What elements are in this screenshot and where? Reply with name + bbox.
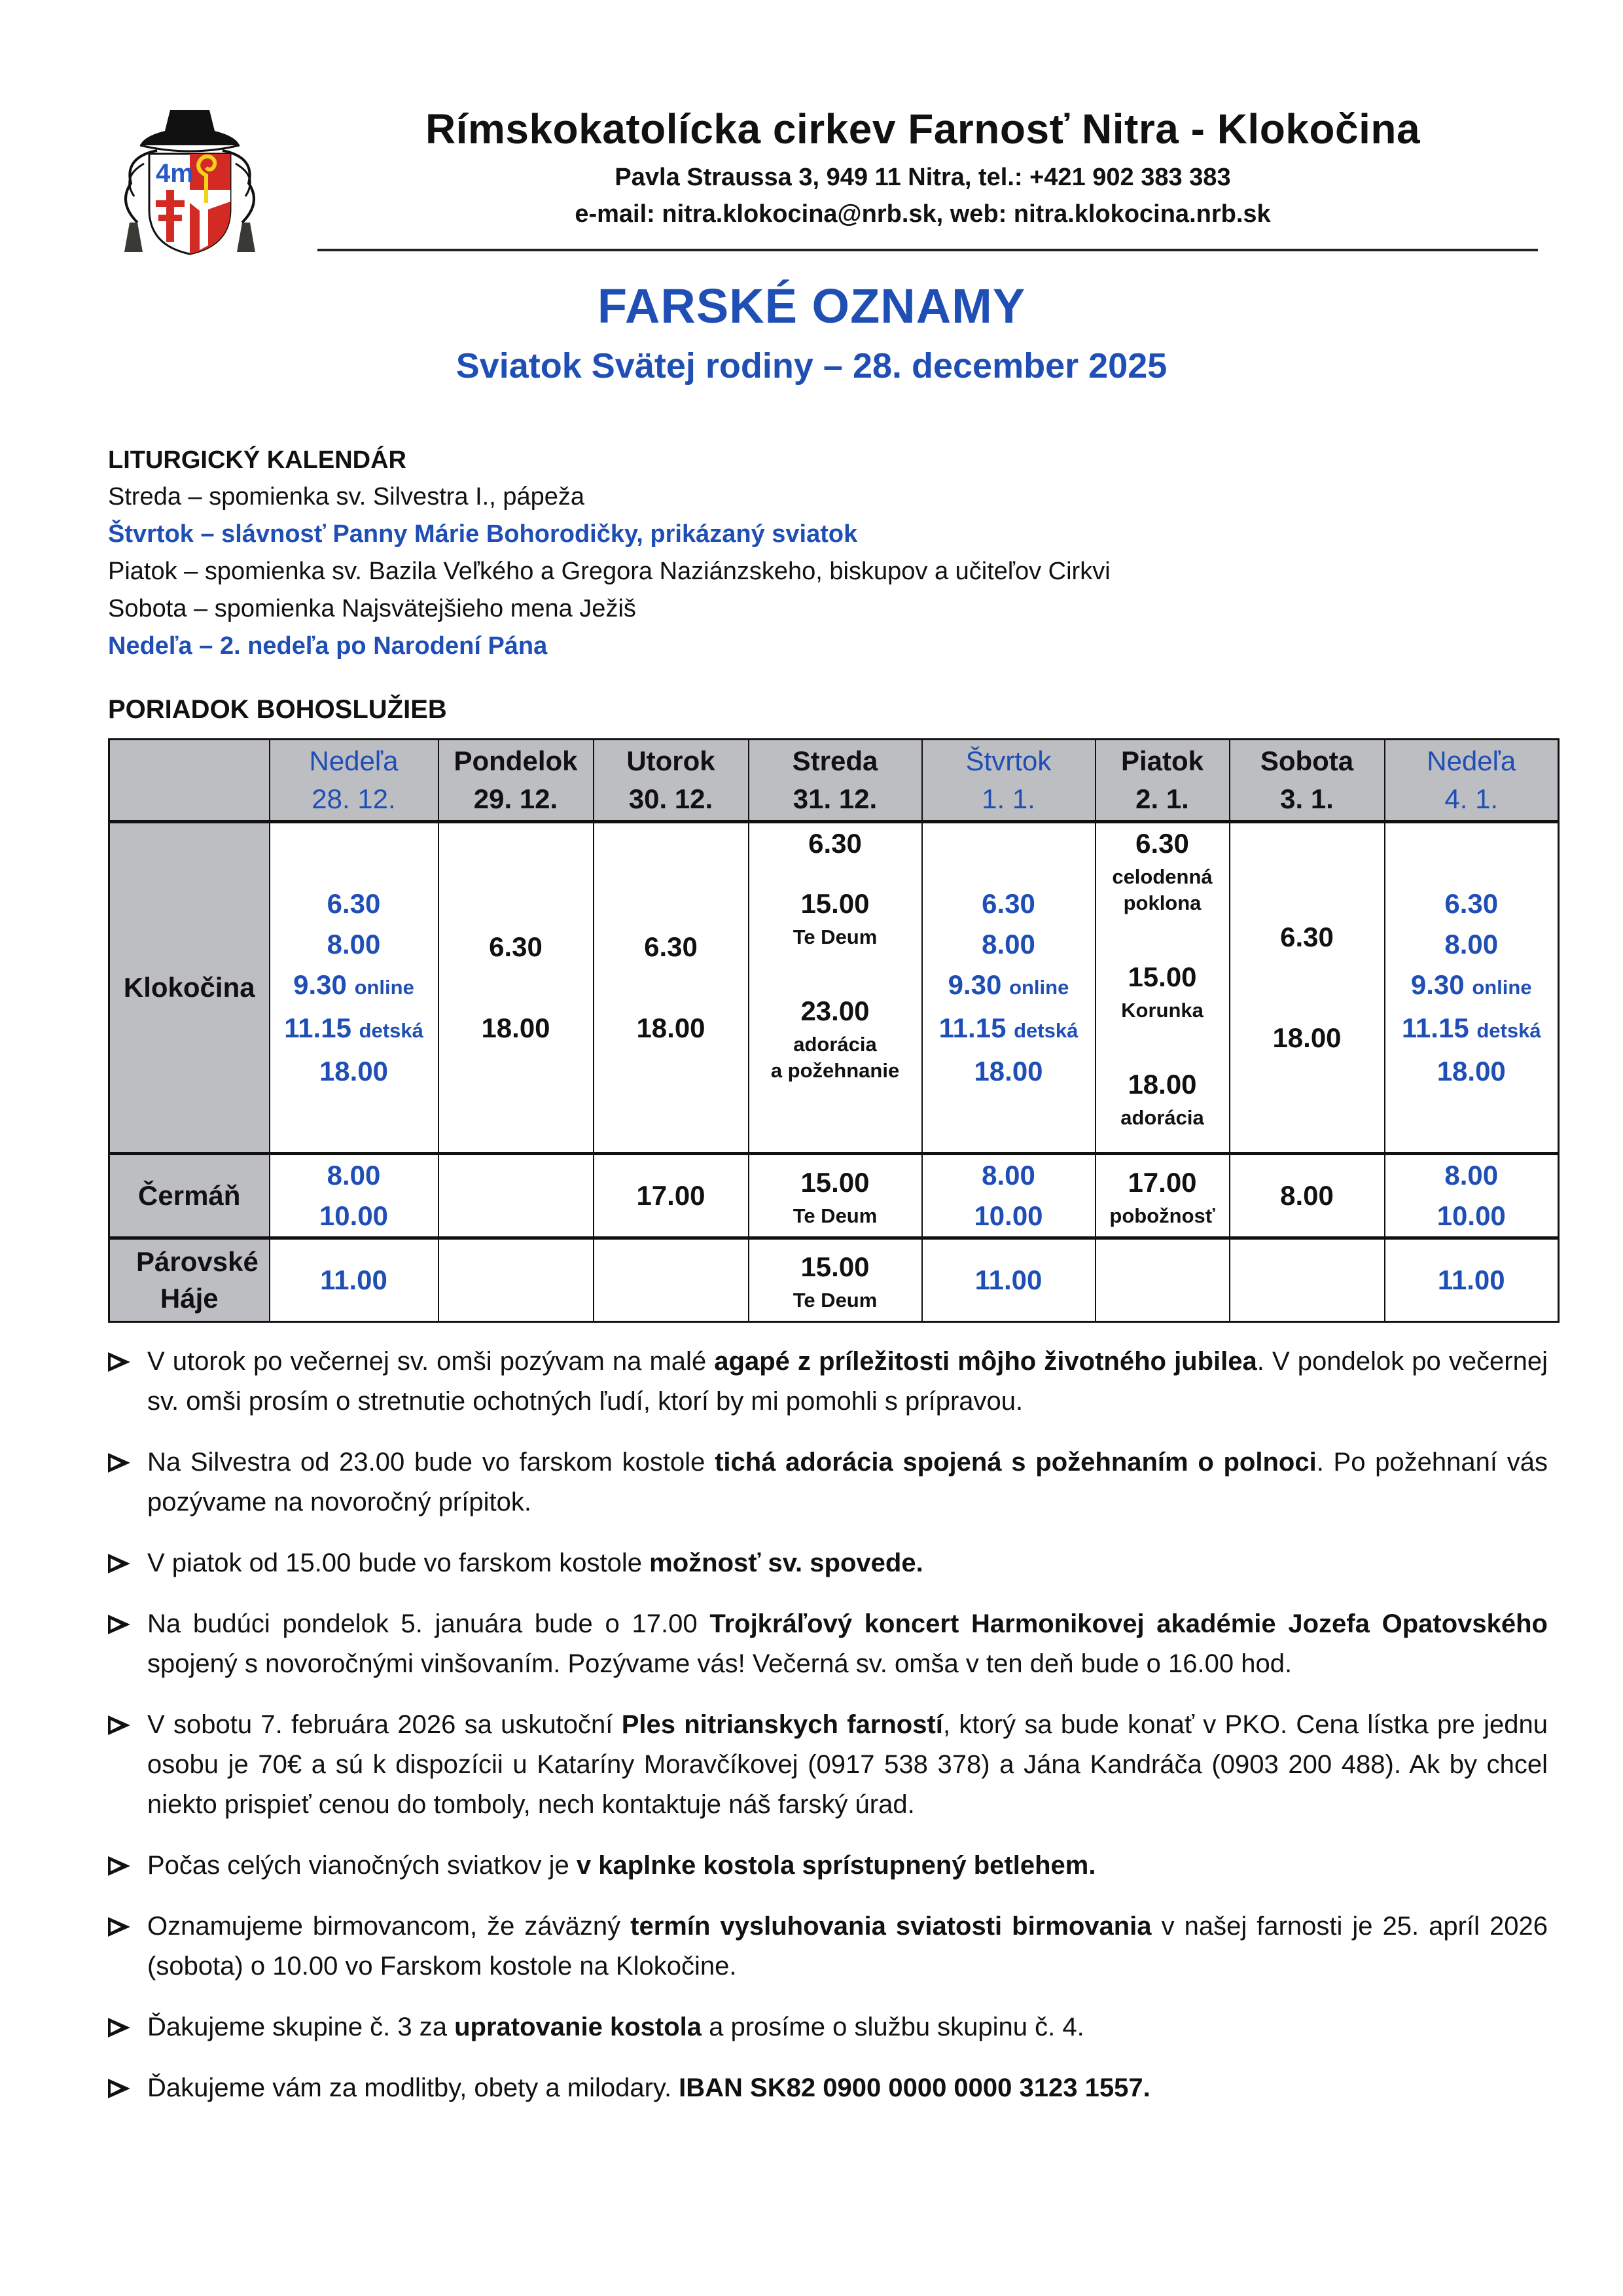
announcement-item <box>108 2068 1548 2108</box>
organization-contact: e-mail: nitra.klokocina@nrb.sk, web: nitra.klokocina.nrb.sk <box>575 200 1271 228</box>
mass-time: 11.15 <box>938 1013 1007 1043</box>
organization-address: Pavla Straussa 3, 949 11 Nitra, tel.: +421 902 383 383 <box>615 164 1231 191</box>
schedule-cell <box>1096 1154 1230 1238</box>
announcement-text: . Po požehnaní vás pozývame na novoročný prípitok. <box>147 1448 1548 1516</box>
mass-time: 9.30 <box>948 969 1002 1000</box>
mass-time: 8.00 <box>327 929 381 960</box>
table-header-row <box>109 740 1559 822</box>
day-date: 31. 12. <box>793 783 878 814</box>
day-date: 30. 12. <box>628 783 713 814</box>
mass-note: Korunka <box>1121 999 1204 1022</box>
mass-time: 10.00 <box>974 1200 1043 1231</box>
announcement-emphasis: Ples nitrianskych farností <box>621 1710 943 1739</box>
schedule-cell <box>270 822 438 1154</box>
schedule-cell <box>1385 822 1559 1154</box>
arrow-bullet-icon <box>108 2079 130 2098</box>
mass-time: 8.00 <box>1444 929 1499 960</box>
mass-time: 18.00 <box>481 1013 550 1043</box>
announcement-text: Na budúci pondelok 5. januára bude o 17.00 <box>147 1609 710 1638</box>
day-date: 29. 12. <box>473 783 558 814</box>
arrow-bullet-icon <box>108 1453 130 1473</box>
mass-time: 11.00 <box>1437 1265 1505 1295</box>
mass-note: celodenná <box>1112 865 1213 888</box>
mass-note: online <box>1472 976 1532 999</box>
mass-time: 10.00 <box>1436 1200 1506 1231</box>
day-date: 2. 1. <box>1135 783 1189 814</box>
day-header <box>1096 740 1230 822</box>
day-header <box>922 740 1096 822</box>
place-label: Párovské Háje <box>109 1238 270 1322</box>
mass-note: poklona <box>1123 891 1202 914</box>
day-header <box>438 740 594 822</box>
mass-time: 15.00 <box>800 888 870 919</box>
arrow-bullet-icon <box>108 1917 130 1937</box>
place-label: Čermáň <box>109 1154 270 1238</box>
announcements-list <box>108 1342 1548 2129</box>
day-name: Nedeľa <box>1427 745 1516 776</box>
calendar-line: Nedeľa – 2. nedeľa po Narodení Pána <box>108 632 548 660</box>
day-header <box>1230 740 1385 822</box>
announcement-item <box>108 1543 1548 1583</box>
calendar-line: Streda – spomienka sv. Silvestra I., pápeža <box>108 483 584 511</box>
day-name: Streda <box>792 745 878 776</box>
mass-time: 6.30 <box>982 888 1035 919</box>
schedule-cell <box>270 1238 438 1322</box>
mass-time: 11.00 <box>320 1265 387 1295</box>
mass-time: 8.00 <box>982 929 1035 960</box>
day-date: 4. 1. <box>1444 783 1499 814</box>
day-header <box>1385 740 1559 822</box>
document-title: FARSKÉ OZNAMY <box>597 279 1026 333</box>
mass-time: 15.00 <box>800 1251 870 1282</box>
coat-of-arms-icon <box>111 105 268 255</box>
mass-time: 18.00 <box>1272 1022 1342 1053</box>
schedule-cell <box>1230 1154 1385 1238</box>
announcement-item <box>108 2007 1548 2047</box>
schedule-cell <box>749 1238 922 1322</box>
mass-time: 17.00 <box>636 1180 705 1211</box>
mass-time: 6.30 <box>1444 888 1499 919</box>
schedule-cell <box>270 1154 438 1238</box>
mass-time: 18.00 <box>636 1013 705 1043</box>
day-name: Nedeľa <box>309 745 399 776</box>
announcement-text: Na Silvestra od 23.00 bude vo farskom kostole <box>147 1448 715 1477</box>
table-row-cerman <box>109 1154 1559 1238</box>
mass-note: online <box>354 976 414 999</box>
schedule-heading: PORIADOK BOHOSLUŽIEB <box>108 695 447 724</box>
announcement-emphasis: možnosť sv. spovede. <box>649 1549 923 1577</box>
header-divider <box>317 249 1538 251</box>
mass-time: 8.00 <box>327 1160 381 1191</box>
mass-note: Te Deum <box>793 925 878 948</box>
arrow-bullet-icon <box>108 2018 130 2037</box>
day-header <box>270 740 438 822</box>
mass-time: 18.00 <box>974 1056 1043 1086</box>
announcement-emphasis: upratovanie kostola <box>454 2013 702 2041</box>
mass-time: 6.30 <box>808 828 862 859</box>
announcement-emphasis: tichá adorácia spojená s požehnaním o polnoci <box>715 1448 1317 1477</box>
day-date: 1. 1. <box>982 783 1035 814</box>
announcement-text: Ďakujeme vám za modlitby, obety a milodary. <box>147 2073 679 2102</box>
announcement-text: , ktorý sa bude konať v PKO. Cena lístka pre jednu osobu je 70€ a sú k dispozícii u Kataríny Moravčíkovej (0917 538 378) a Jána Kandráča (0903 200 488). Ak by chcel niekto prispieť cenou do tomboly, nech kontaktuje náš farský úrad. <box>147 1710 1548 1819</box>
announcement-emphasis: termín vysluhovania sviatosti birmovania <box>630 1912 1152 1941</box>
day-name: Utorok <box>626 745 715 776</box>
schedule-cell <box>749 1154 922 1238</box>
schedule-cell <box>922 1154 1096 1238</box>
announcement-text: a prosíme o službu skupinu č. 4. <box>702 2013 1084 2041</box>
mass-time: 11.00 <box>974 1265 1043 1295</box>
mass-note: pobožnosť <box>1109 1204 1215 1227</box>
mass-time: 18.00 <box>319 1056 389 1086</box>
announcement-item <box>108 1705 1548 1825</box>
announcement-text: Počas celých vianočných sviatkov je <box>147 1851 577 1880</box>
announcement-text: Ďakujeme skupine č. 3 za <box>147 2013 455 2041</box>
schedule-cell <box>922 1238 1096 1322</box>
schedule-cell <box>594 1238 749 1322</box>
mass-time: 11.15 <box>1401 1013 1469 1043</box>
arrow-bullet-icon <box>108 1554 130 1573</box>
announcement-text: V piatok od 15.00 bude vo farskom kostole <box>147 1549 650 1577</box>
schedule-cell <box>749 822 922 1154</box>
mass-time: 23.00 <box>800 996 870 1026</box>
calendar-heading: LITURGICKÝ KALENDÁR <box>108 446 406 474</box>
day-header <box>749 740 922 822</box>
document-subtitle: Sviatok Svätej rodiny – 28. december 2025 <box>455 346 1168 386</box>
announcement-item <box>108 1907 1548 1986</box>
mass-time: 17.00 <box>1128 1167 1197 1198</box>
arrow-bullet-icon <box>108 1856 130 1876</box>
announcement-text: Oznamujeme birmovancom, že záväzný <box>147 1912 631 1941</box>
mass-time: 9.30 <box>293 969 347 1000</box>
schedule-cell <box>594 822 749 1154</box>
calendar-line: Sobota – spomienka Najsvätejšieho mena Ježiš <box>108 595 636 622</box>
day-header <box>594 740 749 822</box>
mass-time: 8.00 <box>982 1160 1035 1191</box>
mass-note: Te Deum <box>793 1204 878 1227</box>
mass-schedule-table <box>108 738 1560 1323</box>
schedule-cell <box>594 1154 749 1238</box>
announcement-item <box>108 1604 1548 1684</box>
arrow-bullet-icon <box>108 1352 130 1372</box>
mass-time: 10.00 <box>319 1200 389 1231</box>
mass-time: 6.30 <box>327 888 381 919</box>
announcement-text: . V pondelok po večernej sv. omši prosím o stretnutie ochotných ľudí, ktorí by mi pomohli s prípravou. <box>147 1347 1548 1416</box>
announcement-item <box>108 1846 1548 1886</box>
schedule-cell <box>438 1154 594 1238</box>
announcement-text: v našej farnosti je 25. apríl 2026 (sobota) o 10.00 vo Farskom kostole na Klokočine. <box>147 1912 1548 1981</box>
day-name: Pondelok <box>454 745 578 776</box>
day-name: Piatok <box>1120 745 1204 776</box>
mass-time: 18.00 <box>1436 1056 1506 1086</box>
mass-note: Te Deum <box>793 1289 878 1312</box>
announcement-item <box>108 1342 1548 1422</box>
svg-text:4m: 4m <box>156 159 194 188</box>
schedule-cell <box>1096 1238 1230 1322</box>
day-date: 3. 1. <box>1280 783 1334 814</box>
announcement-item <box>108 1443 1548 1522</box>
liturgical-calendar <box>108 446 1482 665</box>
announcement-emphasis: v kaplnke kostola sprístupnený betlehem. <box>576 1851 1096 1880</box>
mass-time: 11.15 <box>284 1013 351 1043</box>
mass-time: 8.00 <box>1280 1180 1334 1211</box>
mass-time: 15.00 <box>800 1167 870 1198</box>
organization-name: Rímskokatolícka cirkev Farnosť Nitra - Klokočina <box>425 105 1421 152</box>
mass-time: 15.00 <box>1128 961 1197 992</box>
mass-note: adorácia <box>793 1033 877 1056</box>
schedule-cell <box>438 822 594 1154</box>
mass-note: detská <box>1476 1019 1541 1042</box>
day-date: 28. 12. <box>312 783 396 814</box>
calendar-line: Piatok – spomienka sv. Bazila Veľkého a Gregora Naziánzskeho, biskupov a učiteľov Cirkvi <box>108 558 1111 585</box>
mass-time: 6.30 <box>644 931 698 962</box>
schedule-cell <box>438 1238 594 1322</box>
place-label: Klokočina <box>109 822 270 1154</box>
mass-time: 6.30 <box>489 931 543 962</box>
mass-note: detská <box>359 1019 423 1042</box>
mass-note: adorácia <box>1120 1106 1204 1129</box>
mass-time: 18.00 <box>1128 1069 1197 1100</box>
schedule-cell <box>1230 1238 1385 1322</box>
announcement-emphasis: Trojkráľový koncert Harmonikovej akadémie Jozefa Opatovského <box>709 1609 1548 1638</box>
table-row-klokocina <box>109 822 1559 1154</box>
day-name: Štvrtok <box>965 745 1052 776</box>
mass-note: a požehnanie <box>770 1059 900 1082</box>
day-name: Sobota <box>1260 745 1354 776</box>
schedule-cell <box>922 822 1096 1154</box>
announcement-emphasis: agapé z príležitosti môjho životného jubilea <box>714 1347 1257 1376</box>
corner-cell <box>109 740 270 822</box>
arrow-bullet-icon <box>108 1715 130 1735</box>
table-row-parovske-haje <box>109 1238 1559 1322</box>
schedule-cell <box>1230 822 1385 1154</box>
mass-time: 9.30 <box>1410 969 1465 1000</box>
arrow-bullet-icon <box>108 1615 130 1634</box>
announcement-text: V utorok po večernej sv. omši pozývam na malé <box>147 1347 715 1376</box>
mass-note: detská <box>1014 1019 1079 1042</box>
mass-time: 8.00 <box>1444 1160 1499 1191</box>
announcement-text: V sobotu 7. februára 2026 sa uskutoční <box>147 1710 622 1739</box>
announcement-text: spojený s novoročnými vinšovaním. Pozývame vás! Večerná sv. omša v ten deň bude o 16.00 hod. <box>147 1649 1293 1678</box>
schedule-cell <box>1385 1238 1559 1322</box>
announcement-emphasis: IBAN SK82 0900 0000 0000 3123 1557. <box>679 2073 1150 2102</box>
mass-note: online <box>1009 976 1069 999</box>
mass-time: 6.30 <box>1280 922 1334 952</box>
calendar-line: Štvrtok – slávnosť Panny Márie Bohorodičky, prikázaný sviatok <box>108 520 858 548</box>
schedule-cell <box>1385 1154 1559 1238</box>
schedule-cell <box>1096 822 1230 1154</box>
mass-time: 6.30 <box>1135 828 1189 859</box>
